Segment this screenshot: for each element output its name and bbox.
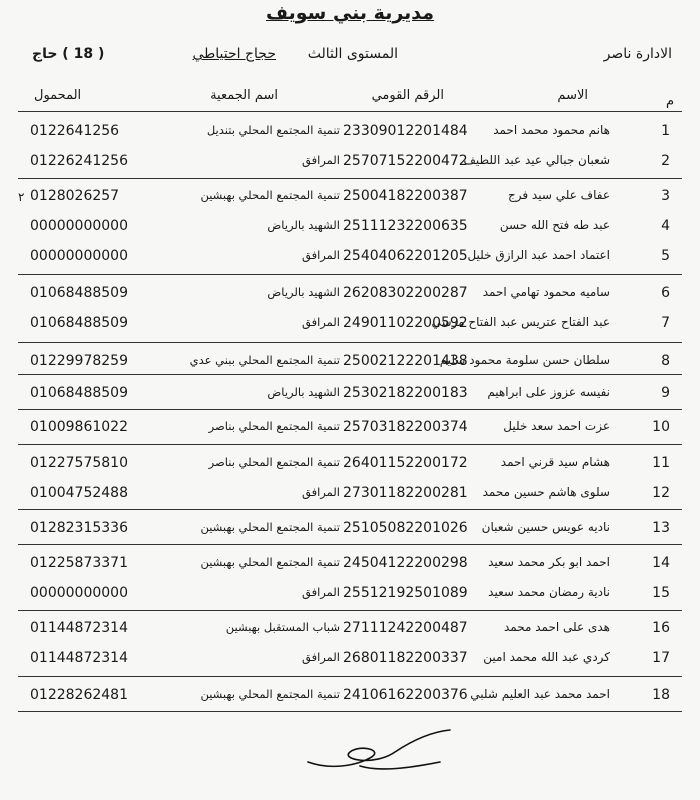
signature-icon [300,722,460,782]
row-national-id: 25004182200387 [343,188,468,204]
row-mobile: 01068488509 [30,285,128,301]
table-row [20,682,680,712]
row-association: المرافق [302,153,340,167]
row-national-id: 27301182200281 [343,485,468,501]
row-num: 18 [652,687,670,703]
row-national-id: 25707152200472 [343,153,468,169]
row-national-id: 25002122201438 [343,353,468,369]
row-mobile: 01009861022 [30,419,128,435]
row-mobile: 01228262481 [30,687,128,703]
row-num: 14 [652,555,670,571]
pilgrim-count: ( 18 ) حاج [32,46,105,62]
row-national-id: 24901102200592 [343,315,468,331]
row-national-id: 26401152200172 [343,455,468,471]
row-name: هدى على احمد محمد [504,620,610,634]
row-association: تنمية المجتمع المحلي بناصر [208,455,340,469]
row-mobile: 0122641256 [30,123,120,139]
column-association: اسم الجمعية [210,88,278,103]
table-row [20,615,680,645]
row-name: احمد محمد عبد العليم شلبي [470,687,610,701]
row-association: المرافق [302,315,340,329]
page-mark: ٢ [18,190,25,204]
row-mobile: 01226241256 [30,153,128,169]
row-national-id: 25302182200183 [343,385,468,401]
row-name: عزت احمد سعد خليل [503,419,610,433]
table-row [20,480,680,510]
group-divider [18,274,682,275]
row-national-id: 24106162200376 [343,687,468,703]
row-national-id: 24504122200298 [343,555,468,571]
row-national-id: 26208302200287 [343,285,468,301]
group-divider [18,444,682,445]
row-name: هشام سيد قرني احمد [500,455,610,469]
row-association: تنمية المجتمع المحلي بناصر [208,419,340,433]
reserve-label: حجاج احتياطي [192,46,276,62]
row-name: نفيسه عزوز على ابراهيم [487,385,610,399]
row-association: الشهيد بالرياض [267,285,340,299]
column-mobile: المحمول [34,88,82,103]
row-num: 1 [661,123,670,139]
table-row [20,213,680,243]
table-row [20,148,680,178]
table-row [20,450,680,480]
column-num: م [665,94,674,109]
row-mobile: 00000000000 [30,218,128,234]
subheader [26,46,676,70]
row-num: 10 [652,419,670,435]
row-mobile: 01144872314 [30,650,128,666]
row-national-id: 25703182200374 [343,419,468,435]
row-mobile: 01229978259 [30,353,128,369]
row-association: تنمية المجتمع المحلي ببني عدي [189,353,340,367]
row-national-id: 27111242200487 [343,620,468,636]
header-divider [18,111,682,112]
row-association: المرافق [302,585,340,599]
group-divider [18,610,682,611]
row-mobile: 01225873371 [30,555,128,571]
administration-label: الادارة ناصر [603,46,672,62]
row-name: ناديه عويس حسين شعبان [481,520,610,534]
row-association: تنمية المجتمع المحلي بهبشين [200,687,340,701]
table-row [20,118,680,148]
row-association: تنمية المجتمع المحلي بتنديل [206,123,340,137]
table-row [20,348,680,378]
row-num: 9 [661,385,670,401]
row-association: شباب المستقبل بهبشين [225,620,340,634]
row-mobile: 0128026257 [30,188,120,204]
row-name: ساميه محمود تهامي احمد [482,285,610,299]
row-num: 5 [661,248,670,264]
row-name: كردي عبد الله محمد امين [483,650,610,664]
row-association: الشهيد بالرياض [267,218,340,232]
row-mobile: 01068488509 [30,315,128,331]
row-num: 4 [661,218,670,234]
row-num: 13 [652,520,670,536]
row-national-id: 26801182200337 [343,650,468,666]
row-num: 3 [661,188,670,204]
row-name: هانم محمود محمد احمد [493,123,610,137]
row-name: شعبان جبالي عيد عبد اللطيف [463,153,610,167]
row-name: عفاف علي سيد فرج [508,188,610,202]
row-national-id: 23309012201484 [343,123,468,139]
row-mobile: 01068488509 [30,385,128,401]
table-row [20,243,680,273]
column-national-id: الرقم القومي [371,88,444,103]
level-label: المستوى الثالث [307,46,398,62]
row-association: تنمية المجتمع المحلي بهبشين [200,188,340,202]
row-association: تنمية المجتمع المحلي بهبشين [200,555,340,569]
table-row [20,515,680,545]
row-name: اعتماد احمد عبد الرازق خليل [467,248,610,262]
table-row [20,550,680,580]
row-num: 17 [652,650,670,666]
row-name: عبد طه فتح الله حسن [499,218,610,232]
table-row [20,580,680,610]
row-name: سلطان حسن سلومة محمود سليم [439,353,610,367]
row-national-id: 25111232200635 [343,218,468,234]
row-national-id: 25404062201205 [343,248,468,264]
row-association: الشهيد بالرياض [267,385,340,399]
row-association: تنمية المجتمع المحلي بهبشين [200,520,340,534]
row-mobile: 00000000000 [30,585,128,601]
row-national-id: 25105082201026 [343,520,468,536]
row-num: 12 [652,485,670,501]
table-row [20,183,680,213]
row-num: 8 [661,353,670,369]
column-name: الاسم [557,88,588,103]
row-num: 16 [652,620,670,636]
group-divider [18,178,682,179]
row-mobile: 00000000000 [30,248,128,264]
row-mobile: 01004752488 [30,485,128,501]
row-num: 11 [652,455,670,471]
table-row [20,310,680,340]
group-divider [18,676,682,677]
table-header [20,88,680,112]
row-name: سلوى هاشم حسين محمد [482,485,610,499]
page-title: مديرية بني سويف [265,2,435,24]
row-name: عبد الفتاح عتريس عبد الفتاح مرسي [431,315,610,329]
row-num: 2 [661,153,670,169]
row-num: 6 [661,285,670,301]
table-row [20,414,680,444]
group-divider [18,342,682,343]
row-association: المرافق [302,650,340,664]
row-mobile: 01144872314 [30,620,128,636]
row-association: المرافق [302,248,340,262]
row-mobile: 01227575810 [30,455,128,471]
table-row [20,645,680,675]
row-association: المرافق [302,485,340,499]
row-mobile: 01282315336 [30,520,128,536]
row-num: 15 [652,585,670,601]
table-row [20,280,680,310]
row-name: نادية رمضان محمد سعيد [488,585,610,599]
row-name: احمد ابو بكر محمد سعيد [488,555,610,569]
row-num: 7 [661,315,670,331]
row-national-id: 25512192501089 [343,585,468,601]
table-row [20,380,680,410]
